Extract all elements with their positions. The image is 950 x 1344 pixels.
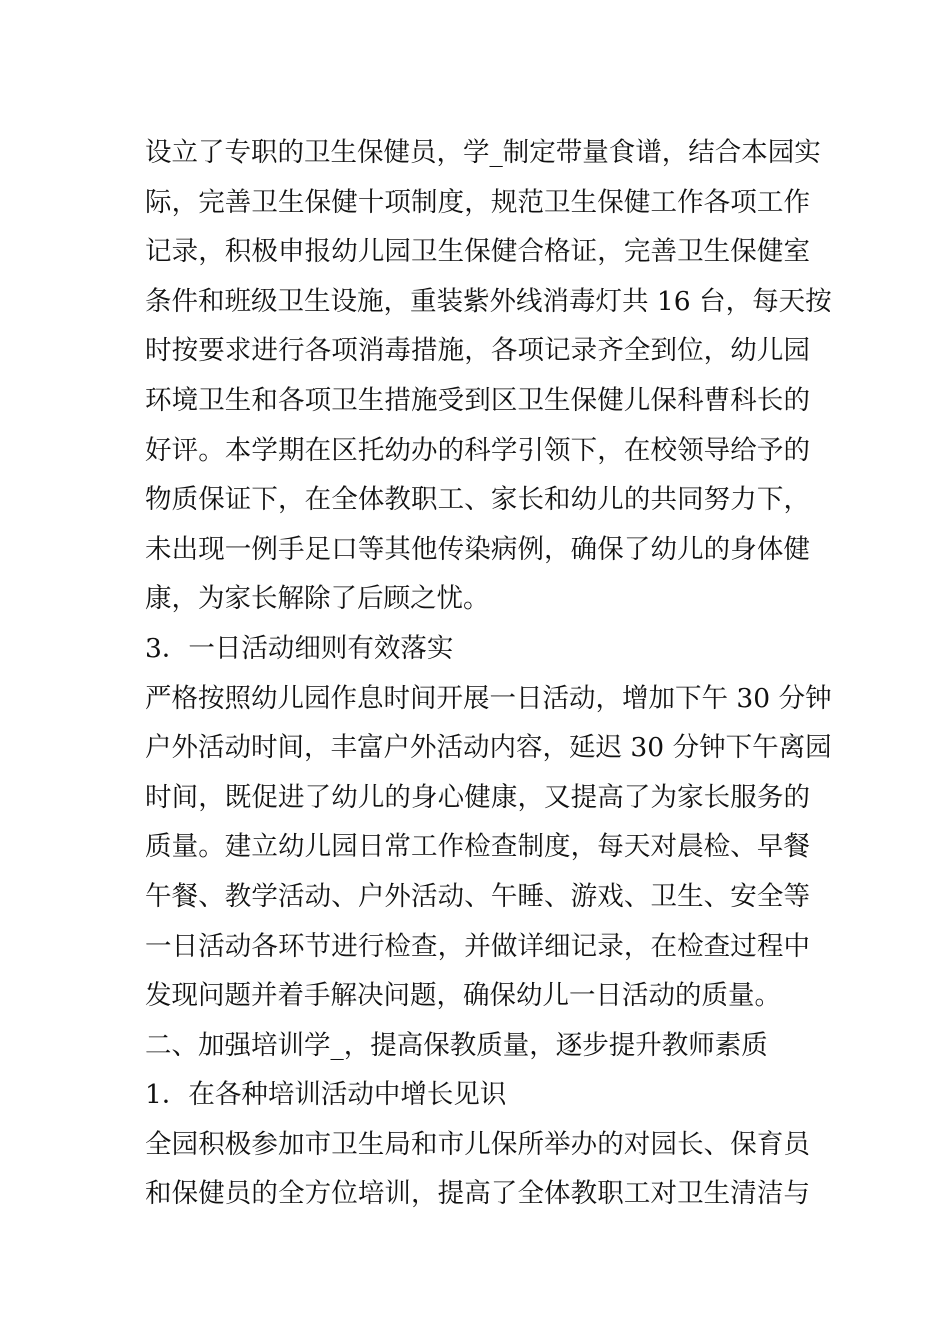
document-body [145,128,832,1219]
paragraph-line: 条件和班级卫生设施，重装紫外线消毒灯共 16 台，每天按 [145,285,832,317]
section-heading: 3．一日活动细则有效落实 [145,632,454,664]
paragraph-line: 和保健员的全方位培训，提高了全体教职工对卫生清洁与 [145,1178,810,1210]
paragraph-line: 时按要求进行各项消毒措施，各项记录齐全到位，幼儿园 [145,335,810,367]
paragraph-line: 际，完善卫生保健十项制度，规范卫生保健工作各项工作 [145,186,810,218]
paragraph-line: 户外活动时间，丰富户外活动内容，延迟 30 分钟下午离园 [145,732,832,764]
paragraph-line: 记录，积极申报幼儿园卫生保健合格证，完善卫生保健室 [145,236,810,268]
paragraph-line: 环境卫生和各项卫生措施受到区卫生保健儿保科曹科长的 [145,384,810,416]
paragraph-line: 全园积极参加市卫生局和市儿保所举办的对园长、保育员 [145,1128,810,1160]
paragraph-line: 质量。建立幼儿园日常工作检查制度，每天对晨检、早餐 [145,831,810,863]
paragraph-line: 严格按照幼儿园作息时间开展一日活动，增加下午 30 分钟 [145,682,832,714]
paragraph-line: 物质保证下，在全体教职工、家长和幼儿的共同努力下， [145,484,810,516]
paragraph-line: 未出现一例手足口等其他传染病例，确保了幼儿的身体健 [145,533,810,565]
paragraph-line: 一日活动各环节进行检查，并做详细记录，在检查过程中 [145,930,810,962]
subsection-heading: 1．在各种培训活动中增长见识 [145,1079,507,1111]
paragraph-line: 时间，既促进了幼儿的身心健康，又提高了为家长服务的 [145,781,810,813]
paragraph-line: 康，为家长解除了后顾之忧。 [145,583,490,615]
paragraph-line: 发现问题并着手解决问题，确保幼儿一日活动的质量。 [145,980,781,1012]
paragraph-line: 设立了专职的卫生保健员，学_制定带量食谱，结合本园实 [145,137,821,168]
section-heading: 二、加强培训学_，提高保教质量，逐步提升教师素质 [145,1029,768,1061]
paragraph-line: 午餐、教学活动、户外活动、午睡、游戏、卫生、安全等 [145,880,810,912]
paragraph-line: 好评。本学期在区托幼办的科学引领下，在校领导给予的 [145,434,810,466]
